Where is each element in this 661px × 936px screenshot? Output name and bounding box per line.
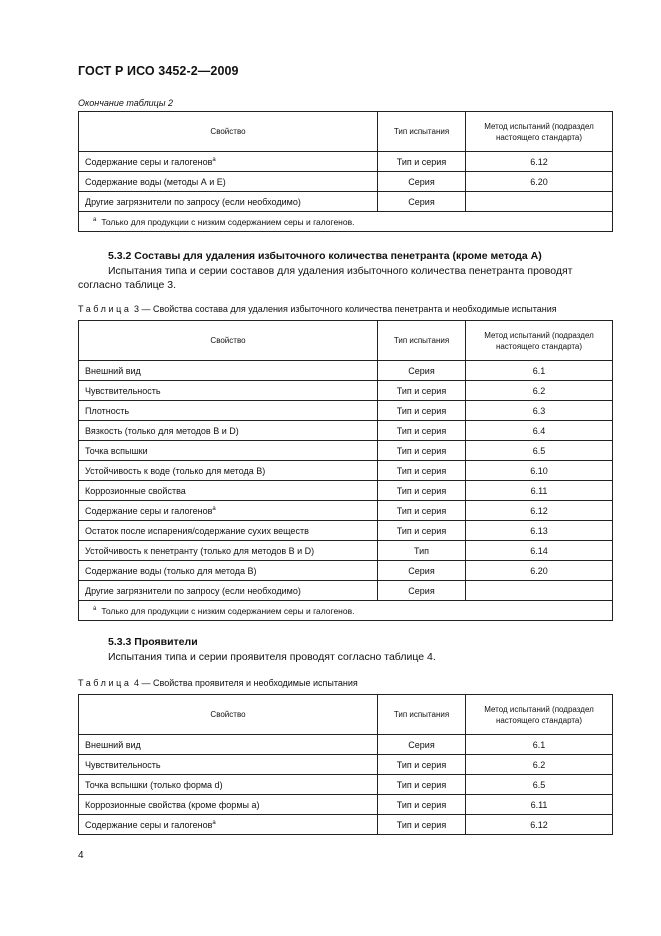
property-text: Устойчивость к воде (только для метода В) <box>85 465 266 476</box>
cell-test-type: Серия <box>378 735 466 755</box>
table-row <box>79 441 613 461</box>
table2 <box>78 111 613 232</box>
table-row <box>79 735 613 755</box>
property-text: Коррозионные свойства (кроме формы а) <box>85 799 260 810</box>
cell-method: 6.1 <box>466 361 613 381</box>
cell-method: 6.12 <box>466 501 613 521</box>
cell-property <box>79 541 378 561</box>
cell-method: 6.13 <box>466 521 613 541</box>
cell-property <box>79 481 378 501</box>
property-text: Коррозионные свойства <box>85 485 186 496</box>
cell-method: 6.10 <box>466 461 613 481</box>
table-footnote <box>79 212 613 232</box>
property-text: Чувствительность <box>85 385 161 396</box>
cell-method: 6.20 <box>466 561 613 581</box>
cell-test-type: Тип и серия <box>378 755 466 775</box>
cell-property <box>79 815 378 835</box>
table2-caption: Окончание таблицы 2 <box>78 98 173 108</box>
cell-property <box>79 401 378 421</box>
cell-test-type: Тип и серия <box>378 815 466 835</box>
property-text: Содержание воды (только для метода В) <box>85 565 257 576</box>
cell-test-type: Тип и серия <box>378 381 466 401</box>
table-row <box>79 581 613 601</box>
footnote-mark: a <box>212 156 216 163</box>
cell-test-type: Серия <box>378 561 466 581</box>
cell-method: 6.12 <box>466 815 613 835</box>
table4-caption-word: Таблица <box>78 678 132 688</box>
table-row <box>79 421 613 441</box>
cell-property <box>79 521 378 541</box>
section-heading-5-3-3: 5.3.3 Проявители <box>108 636 198 648</box>
cell-test-type: Серия <box>378 192 466 212</box>
property-text: Внешний вид <box>85 365 141 376</box>
table-row <box>79 401 613 421</box>
table-row <box>79 521 613 541</box>
cell-method: 6.12 <box>466 152 613 172</box>
table3 <box>78 320 613 621</box>
property-text: Содержание воды (методы А и Е) <box>85 176 226 187</box>
cell-method: 6.20 <box>466 172 613 192</box>
cell-property <box>79 441 378 461</box>
property-text: Другие загрязнители по запросу (если необходимо) <box>85 585 301 596</box>
property-text: Точка вспышки <box>85 445 148 456</box>
cell-method: 6.3 <box>466 401 613 421</box>
column-header-test-type: Тип испытания <box>378 695 466 735</box>
cell-property <box>79 381 378 401</box>
property-text: Остаток после испарения/содержание сухих веществ <box>85 525 309 536</box>
table-header-row <box>79 321 613 361</box>
table-row <box>79 361 613 381</box>
table-footnote-row <box>79 601 613 621</box>
cell-method: 6.14 <box>466 541 613 561</box>
section-text-5-3-2 <box>78 264 616 292</box>
cell-test-type: Тип и серия <box>378 421 466 441</box>
cell-method: 6.2 <box>466 755 613 775</box>
column-header-method: Метод испытаний (подраздел настоящего стандарта) <box>466 695 613 735</box>
cell-property <box>79 795 378 815</box>
table-header-row <box>79 695 613 735</box>
footnote-mark: a <box>212 819 216 826</box>
table3-caption-text: 3 — Свойства состава для удаления избыточного количества пенетранта и необходимые испытания <box>134 304 557 314</box>
property-text: Содержание серы и галогенов <box>85 819 213 830</box>
cell-method: 6.5 <box>466 775 613 795</box>
cell-test-type: Серия <box>378 172 466 192</box>
property-text: Вязкость (только для методов В и D) <box>85 425 239 436</box>
cell-method: 6.2 <box>466 381 613 401</box>
cell-property <box>79 172 378 192</box>
table-row <box>79 561 613 581</box>
cell-test-type: Тип и серия <box>378 152 466 172</box>
cell-test-type: Тип <box>378 541 466 561</box>
cell-method: 6.11 <box>466 795 613 815</box>
table4-caption <box>78 678 358 688</box>
cell-property <box>79 561 378 581</box>
property-text: Устойчивость к пенетранту (только для методов В и D) <box>85 545 315 556</box>
cell-test-type: Тип и серия <box>378 401 466 421</box>
footnote-mark: a <box>93 605 97 612</box>
cell-property <box>79 735 378 755</box>
cell-test-type: Серия <box>378 361 466 381</box>
table-footnote-row <box>79 212 613 232</box>
property-text: Плотность <box>85 405 130 416</box>
column-header-method: Метод испытаний (подраздел настоящего стандарта) <box>466 321 613 361</box>
table-row <box>79 192 613 212</box>
cell-method <box>466 581 613 601</box>
cell-method: 6.4 <box>466 421 613 441</box>
property-text: Чувствительность <box>85 759 161 770</box>
section-heading-5-3-2: 5.3.2 Составы для удаления избыточного количества пенетранта (кроме метода А) <box>108 250 542 262</box>
property-text: Внешний вид <box>85 739 141 750</box>
table-row <box>79 481 613 501</box>
property-text: Точка вспышки (только форма d) <box>85 779 223 790</box>
table4 <box>78 694 613 835</box>
footnote-text: Только для продукции с низким содержанием серы и галогенов. <box>101 605 355 616</box>
cell-property <box>79 421 378 441</box>
table-row <box>79 501 613 521</box>
table-row <box>79 795 613 815</box>
column-header-test-type: Тип испытания <box>378 321 466 361</box>
cell-method: 6.1 <box>466 735 613 755</box>
table3-caption-word: Таблица <box>78 304 132 314</box>
table-row <box>79 755 613 775</box>
property-text: Содержание серы и галогенов <box>85 156 213 167</box>
cell-test-type: Серия <box>378 581 466 601</box>
cell-property <box>79 755 378 775</box>
table-footnote <box>79 601 613 621</box>
footnote-mark: a <box>212 505 216 512</box>
column-header-method: Метод испытаний (подраздел настоящего стандарта) <box>466 112 613 152</box>
paragraph-text: Испытания типа и серии проявителя проводят согласно таблице 4. <box>108 651 436 663</box>
table4-caption-text: 4 — Свойства проявителя и необходимые испытания <box>134 678 358 688</box>
document-title: ГОСТ Р ИСО 3452-2—2009 <box>78 64 239 78</box>
cell-property <box>79 581 378 601</box>
table3-caption <box>78 304 557 314</box>
paragraph-text: Испытания типа и серии составов для удаления избыточного количества пенетранта проводят согласно таблице 3. <box>78 265 573 291</box>
cell-property <box>79 361 378 381</box>
table-row <box>79 381 613 401</box>
table-row <box>79 152 613 172</box>
table-row <box>79 461 613 481</box>
section-text-5-3-3 <box>78 650 616 664</box>
table-row <box>79 815 613 835</box>
table-row <box>79 172 613 192</box>
cell-test-type: Тип и серия <box>378 441 466 461</box>
cell-method <box>466 192 613 212</box>
cell-test-type: Тип и серия <box>378 521 466 541</box>
cell-test-type: Тип и серия <box>378 501 466 521</box>
table-row <box>79 541 613 561</box>
footnote-text: Только для продукции с низким содержанием серы и галогенов. <box>101 216 355 227</box>
page-number: 4 <box>78 850 84 861</box>
cell-property <box>79 461 378 481</box>
table-header-row <box>79 112 613 152</box>
cell-property <box>79 192 378 212</box>
cell-property <box>79 775 378 795</box>
column-header-test-type: Тип испытания <box>378 112 466 152</box>
cell-method: 6.11 <box>466 481 613 501</box>
column-header-property: Свойство <box>79 321 378 361</box>
cell-property <box>79 501 378 521</box>
cell-test-type: Тип и серия <box>378 461 466 481</box>
footnote-mark: a <box>93 216 97 223</box>
cell-property <box>79 152 378 172</box>
column-header-property: Свойство <box>79 695 378 735</box>
table-row <box>79 775 613 795</box>
property-text: Содержание серы и галогенов <box>85 505 213 516</box>
cell-test-type: Тип и серия <box>378 795 466 815</box>
cell-method: 6.5 <box>466 441 613 461</box>
cell-test-type: Тип и серия <box>378 481 466 501</box>
column-header-property: Свойство <box>79 112 378 152</box>
property-text: Другие загрязнители по запросу (если необходимо) <box>85 196 301 207</box>
cell-test-type: Тип и серия <box>378 775 466 795</box>
